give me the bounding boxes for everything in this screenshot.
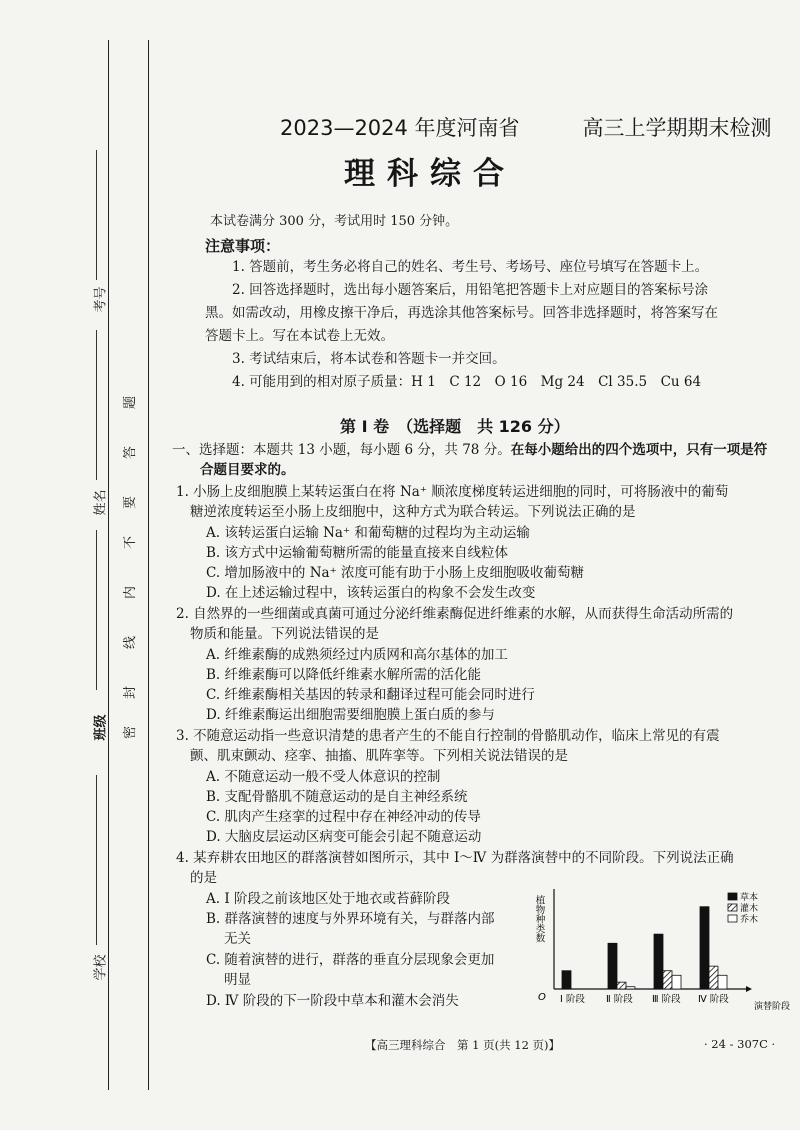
option-d[interactable]: D. 大脑皮层运动区病变可能会引起不随意运动 [206, 829, 482, 845]
section-title: 第 Ⅰ 卷 （选择题 共 126 分） [340, 417, 570, 436]
option-b-cont: 无关 [224, 931, 251, 947]
name-label: 姓名 [93, 489, 109, 516]
x-tick-label: Ⅰ 阶段 [560, 994, 585, 1005]
question-stem: 3. 不随意运动指一些意识清楚的患者产生的不能自行控制的骨骼肌动作，临床上常见的有震 [176, 728, 720, 744]
option-b[interactable]: B. 支配骨骼肌不随意运动的是自主神经系统 [206, 789, 468, 805]
option-a[interactable]: A. 不随意运动一般不受人体意识的控制 [206, 769, 441, 785]
option-d[interactable]: D. 纤维素酶运出细胞需要细胞膜上蛋白质的参与 [206, 707, 495, 723]
bar-草本-4 [700, 907, 709, 989]
class-blank[interactable] [96, 530, 97, 690]
question-stem: 物质和能量。下列说法错误的是 [190, 626, 379, 642]
notice-line: 3. 考试结束后，将本试卷和答题卡一并交回。 [232, 351, 506, 367]
question-stem: 颤、肌束颤动、痉挛、抽搐、肌阵挛等。下列相关说法错误的是 [190, 748, 568, 764]
seal-char: 不 [123, 535, 139, 550]
option-c[interactable]: C. 肌肉产生痉挛的过程中存在神经冲动的传导 [206, 809, 481, 825]
bar-草本-1 [562, 971, 571, 989]
notice-line: 1. 答题前，考生务必将自己的姓名、考生号、考场号、座位号填写在答题卡上。 [232, 259, 709, 275]
option-c[interactable]: C. 随着演替的进行，群落的垂直分层现象会更加 [206, 952, 495, 968]
origin-label: O [538, 992, 546, 1003]
page-footer: 【高三理科综合 第 1 页(共 12 页)】 [365, 1038, 561, 1052]
paper-code: · 24 - 307C · [704, 1037, 776, 1051]
notice-heading: 注意事项： [205, 237, 281, 255]
instruction-prefix: 一、选择题：本题共 13 小题，每小题 6 分，共 78 分。 [172, 442, 511, 458]
school-label: 学校 [93, 954, 109, 981]
x-tick-label: Ⅳ 阶段 [698, 994, 729, 1005]
class-label: 班级 [93, 714, 109, 741]
bar-灌木-2 [617, 982, 626, 989]
option-a[interactable]: A. Ⅰ 阶段之前该地区处于地衣或苔藓阶段 [206, 891, 450, 907]
legend-label: 灌木 [740, 904, 759, 914]
x-tick-label: Ⅲ 阶段 [652, 994, 681, 1005]
y-axis-label: 植物种类数 [533, 895, 545, 943]
bar-灌木-4 [709, 966, 718, 989]
exam-title: 2023—2024 年度河南省 高三上学期期末检测 [280, 116, 772, 140]
option-d[interactable]: D. Ⅳ 阶段的下一阶段中草本和灌木会消失 [206, 993, 459, 1009]
notice-line: 黑。如需改动，用橡皮擦干净后，再选涂其他答案标号。回答非选择题时，将答案写在 [205, 305, 718, 321]
seal-char: 要 [123, 495, 139, 510]
bar-草本-3 [654, 934, 663, 989]
x-tick-label: Ⅱ 阶段 [606, 994, 633, 1005]
option-d[interactable]: D. 在上述运输过程中，该转运蛋白的构象不会发生改变 [206, 585, 536, 601]
name-blank[interactable] [96, 330, 97, 480]
succession-bar-chart [530, 885, 795, 1015]
option-a[interactable]: A. 该转运蛋白运输 Na⁺ 和葡萄糖的过程均为主动运输 [206, 525, 530, 541]
legend-swatch [728, 915, 737, 922]
section-instruction [172, 440, 767, 460]
question-stem: 4. 某弃耕农田地区的群落演替如图所示，其中 Ⅰ～Ⅳ 为群落演替中的不同阶段。下列说法正确 [176, 850, 734, 866]
legend-swatch [728, 904, 737, 911]
legend-label: 草本 [740, 893, 759, 903]
binding-line-inner [148, 40, 149, 1090]
option-b[interactable]: B. 群落演替的速度与外界环境有关，与群落内部 [206, 911, 495, 927]
legend-label: 乔木 [740, 915, 759, 925]
question-stem: 糖逆浓度转运至小肠上皮细胞中，这种方式为联合转运。下列说法正确的是 [190, 504, 636, 520]
question-stem: 2. 自然界的一些细菌或真菌可通过分泌纤维素酶促进纤维素的水解，从而获得生命活动所需的 [176, 606, 734, 622]
school-blank[interactable] [96, 775, 97, 945]
option-c-cont: 明显 [224, 972, 251, 988]
x-axis-arrow [746, 986, 752, 992]
notice-line: 答题卡上。写在本试卷上无效。 [205, 328, 394, 344]
seal-char: 答 [123, 445, 139, 460]
legend-swatch [728, 893, 737, 900]
exam-no-label: 考号 [93, 286, 109, 313]
seal-char: 线 [123, 635, 139, 650]
seal-char: 密 [123, 725, 139, 740]
seal-char: 题 [123, 395, 139, 410]
bar-乔木-3 [672, 975, 681, 989]
option-b[interactable]: B. 纤维素酶可以降低纤维素水解所需的活化能 [206, 667, 482, 683]
option-b[interactable]: B. 该方式中运输葡萄糖所需的能量直接来自线粒体 [206, 545, 509, 561]
bar-灌木-3 [663, 971, 672, 989]
score-info: 本试卷满分 300 分，考试用时 150 分钟。 [210, 214, 459, 229]
instruction-bold: 在每小题给出的四个选项中，只有一项是符 [510, 442, 768, 458]
option-c[interactable]: C. 纤维素酶相关基因的转录和翻译过程可能会同时进行 [206, 687, 535, 703]
bar-草本-2 [608, 943, 617, 989]
question-stem: 1. 小肠上皮细胞膜上某转运蛋白在将 Na⁺ 顺浓度梯度转运进细胞的同时，可将肠液中的葡萄 [176, 484, 729, 500]
option-c[interactable]: C. 增加肠液中的 Na⁺ 浓度可能有助于小肠上皮细胞吸收葡萄糖 [206, 565, 584, 581]
x-axis-label: 演替阶段 [754, 1002, 791, 1012]
seal-char: 封 [123, 685, 139, 700]
option-a[interactable]: A. 纤维素酶的成熟须经过内质网和高尔基体的加工 [206, 647, 508, 663]
subject-title: 理科综合 [344, 156, 516, 192]
bar-乔木-4 [718, 975, 727, 989]
seal-char: 内 [123, 585, 139, 600]
notice-line: 2. 回答选择题时，选出每小题答案后，用铅笔把答题卡上对应题目的答案标号涂 [232, 282, 709, 298]
notice-line: 4. 可能用到的相对原子质量：H 1 C 12 O 16 Mg 24 Cl 35.5 Cu 64 [232, 374, 702, 390]
bar-乔木-2 [626, 987, 635, 989]
question-stem: 的是 [190, 870, 217, 886]
binding-line-outer [108, 40, 109, 1090]
section-instruction-cont: 合题目要求的。 [200, 462, 295, 478]
